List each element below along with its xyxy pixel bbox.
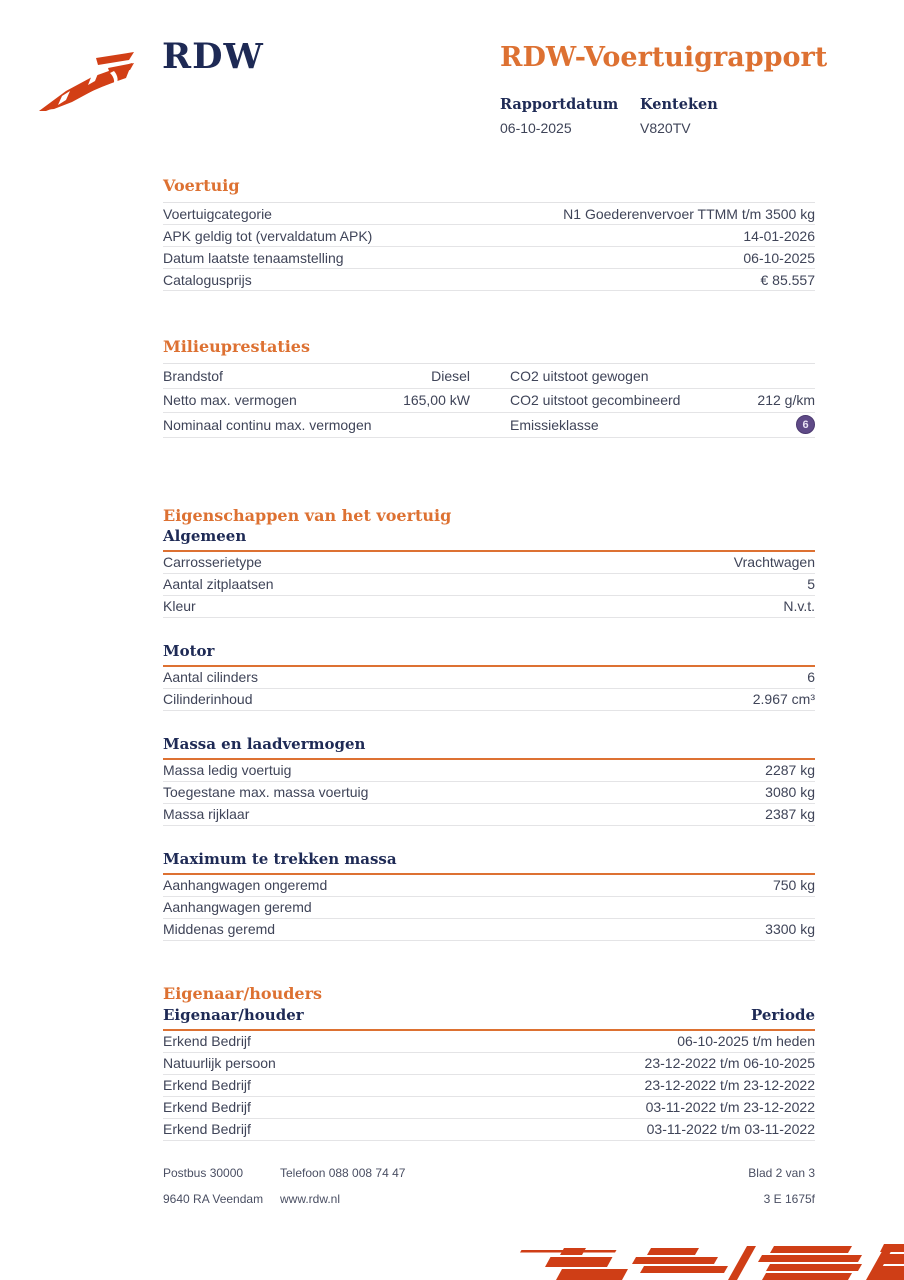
table-row: [163, 897, 815, 919]
section-eigenaar-title: Eigenaar/houders: [163, 983, 323, 1003]
table-row: [163, 1119, 815, 1141]
row-label: Datum laatste tenaamstelling: [163, 249, 344, 266]
row-value: 3080 kg: [765, 784, 815, 800]
subsection-motor-title: Motor: [163, 642, 815, 667]
footer-doc-code: 3 E 1675f: [763, 1192, 815, 1206]
row-label: Carrosserietype: [163, 554, 262, 570]
table-row: [163, 667, 815, 689]
row-label: CO2 uitstoot gewogen: [510, 367, 649, 384]
owners-col-period: Periode: [750, 1005, 815, 1024]
license-plate-label: Kenteken: [640, 96, 718, 113]
table-row: [163, 552, 815, 574]
table-row: [163, 760, 815, 782]
footer-website-link[interactable]: www.rdw.nl: [280, 1192, 341, 1206]
owner-name: Natuurlijk persoon: [163, 1055, 276, 1071]
report-date-field: [500, 96, 640, 136]
page-footer: [163, 1166, 815, 1206]
table-row: [163, 1031, 815, 1053]
table-row: [163, 919, 815, 941]
rdw-feather-logo-icon: [36, 48, 154, 120]
subsection-massa: [163, 735, 815, 826]
subsection-algemeen-title: Algemeen: [163, 527, 815, 552]
row-value: 2.967 cm³: [752, 691, 815, 707]
table-row: [163, 574, 815, 596]
row-value: 212 g/km: [757, 392, 815, 409]
row-label: Aanhangwagen geremd: [163, 899, 312, 915]
subsection-trekken-massa-title: Maximum te trekken massa: [163, 850, 815, 875]
subsection-algemeen: [163, 527, 815, 618]
table-row: [163, 1053, 815, 1075]
owner-name: Erkend Bedrijf: [163, 1033, 251, 1049]
row-value: 165,00 kW: [403, 392, 470, 409]
rdw-stripes-decoration-icon: [520, 1234, 904, 1280]
table-row: [163, 247, 815, 269]
report-meta: [500, 96, 718, 136]
section-voertuig: [163, 176, 815, 291]
table-row: [163, 1097, 815, 1119]
report-body: [163, 176, 815, 1141]
table-row: [163, 689, 815, 711]
row-value: 06-10-2025: [743, 249, 815, 266]
emission-class-badge: 6: [796, 415, 815, 434]
row-value: Vrachtwagen: [733, 554, 815, 570]
row-label: Emissieklasse: [510, 416, 599, 433]
row-value: N1 Goederenvervoer TTMM t/m 3500 kg: [563, 205, 815, 222]
rdw-wordmark: RDW: [162, 36, 264, 77]
subsection-motor: [163, 642, 815, 711]
owner-period: 23-12-2022 t/m 23-12-2022: [644, 1077, 815, 1093]
section-eigenaar-houders: [163, 984, 815, 1141]
row-value: N.v.t.: [783, 598, 815, 614]
table-row: [163, 1075, 815, 1097]
row-value: 14-01-2026: [743, 227, 815, 244]
license-plate-field: [640, 96, 718, 136]
row-label: Cilinderinhoud: [163, 691, 253, 707]
row-label: Nominaal continu max. vermogen: [163, 416, 372, 433]
table-row: [163, 203, 815, 225]
table-row: [163, 782, 815, 804]
table-row: [163, 269, 815, 291]
footer-postbus: Postbus 30000: [163, 1166, 244, 1180]
row-label: Catalogusprijs: [163, 271, 252, 288]
table-row: [163, 804, 815, 826]
report-date-label: Rapportdatum: [500, 96, 619, 113]
owner-period: 06-10-2025 t/m heden: [677, 1033, 815, 1049]
owners-table-header: [163, 1006, 815, 1031]
row-label: Aantal cilinders: [163, 669, 258, 685]
section-milieuprestaties: [163, 337, 815, 438]
subsection-massa-title: Massa en laadvermogen: [163, 735, 815, 760]
row-value: 2287 kg: [765, 762, 815, 778]
row-value: 3300 kg: [765, 921, 815, 937]
row-value: 750 kg: [772, 877, 815, 893]
row-label: Aanhangwagen ongeremd: [163, 877, 328, 893]
license-plate-value: V820TV: [640, 120, 691, 136]
row-label: Middenas geremd: [163, 921, 276, 937]
section-voertuig-title: Voertuig: [163, 176, 815, 203]
row-label: CO2 uitstoot gecombineerd: [510, 392, 681, 409]
row-label: Aantal zitplaatsen: [163, 576, 274, 592]
row-label: Massa rijklaar: [163, 806, 250, 822]
page-title: RDW-Voertuigrapport: [500, 42, 828, 73]
footer-city: 9640 RA Veendam: [163, 1192, 264, 1206]
row-value: 5: [807, 576, 815, 592]
row-label: Toegestane max. massa voertuig: [163, 784, 369, 800]
footer-page-number: Blad 2 van 3: [748, 1166, 815, 1180]
footer-phone: Telefoon 088 008 74 47: [280, 1166, 406, 1180]
table-row: [163, 225, 815, 247]
owner-name: Erkend Bedrijf: [163, 1121, 251, 1137]
report-date-value: 06-10-2025: [500, 120, 572, 136]
owner-period: 23-12-2022 t/m 06-10-2025: [644, 1055, 815, 1071]
row-value: Diesel: [431, 367, 470, 384]
table-row: [163, 389, 815, 414]
row-label: Brandstof: [163, 367, 223, 384]
row-value: 2387 kg: [765, 806, 815, 822]
row-value: 6: [807, 669, 815, 685]
section-eigenschappen: [163, 506, 815, 941]
row-value: € 85.557: [760, 271, 815, 288]
row-label: Massa ledig voertuig: [163, 762, 292, 778]
row-label: Kleur: [163, 598, 196, 614]
row-label: APK geldig tot (vervaldatum APK): [163, 227, 373, 244]
table-row: [163, 364, 815, 389]
owner-name: Erkend Bedrijf: [163, 1099, 251, 1115]
owners-col-owner: Eigenaar/houder: [163, 1005, 304, 1024]
owner-name: Erkend Bedrijf: [163, 1077, 251, 1093]
subsection-trekken-massa: [163, 850, 815, 941]
row-label: Voertuigcategorie: [163, 205, 272, 222]
table-row: [163, 875, 815, 897]
owner-period: 03-11-2022 t/m 23-12-2022: [645, 1099, 815, 1115]
owner-period: 03-11-2022 t/m 03-11-2022: [646, 1121, 815, 1137]
section-eigenschappen-title: Eigenschappen van het voertuig: [163, 505, 452, 525]
table-row: [163, 413, 815, 438]
table-row: [163, 596, 815, 618]
row-label: Netto max. vermogen: [163, 392, 297, 409]
section-milieuprestaties-title: Milieuprestaties: [163, 337, 815, 364]
